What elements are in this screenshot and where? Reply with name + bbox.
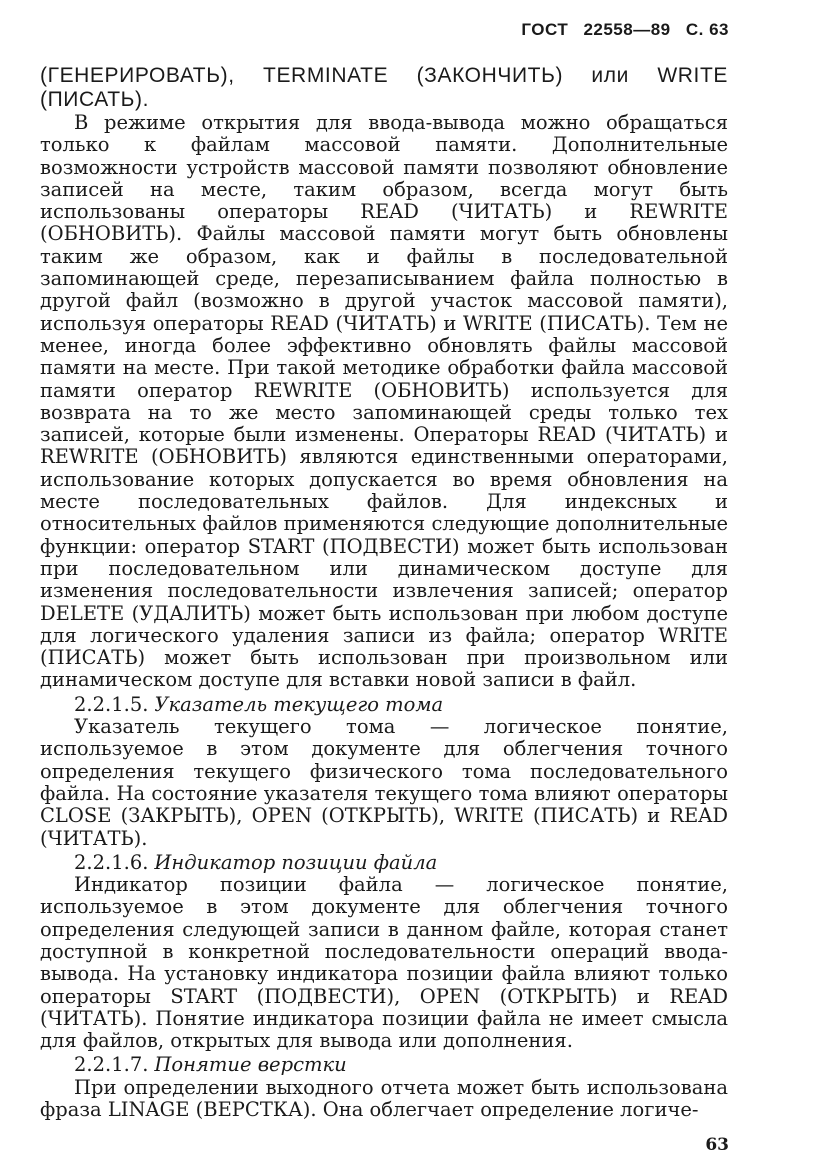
section-number: 2.2.1.6.	[74, 850, 149, 874]
page-header	[521, 20, 729, 40]
section-heading-2-2-1-5	[40, 694, 728, 716]
standard-label: ГОСТ	[521, 20, 569, 39]
section-number: 2.2.1.7.	[74, 1053, 149, 1077]
document-body	[40, 64, 728, 1121]
standard-number: 22558—89	[583, 20, 671, 39]
continued-paragraph: (ГЕНЕРИРОВАТЬ), TERMINATE (ЗАКОНЧИТЬ) или WRITE (ПИСАТЬ).	[40, 64, 728, 111]
paragraph-io-mode: В режиме открытия для ввода-вывода можно обращаться только к файлам массовой памяти. Дополнительные возможности устройств массовой памяти позволяют обновление записей на месте, таким образом, всегда могут быть использованы операторы READ (ЧИТАТЬ) и REWRITE (ОБНОВИТЬ). Файлы массовой памяти могут быть обновлены таким же образом, как и файлы в последовательной запоминающей среде, перезаписыванием файла полностью в другой файл (возможно в другой участок массовой памяти), используя операторы READ (ЧИТАТЬ) и WRITE (ПИСАТЬ). Тем не менее, иногда более эффективно обновлять файлы массовой памяти на месте. При такой методике обработки файла массовой памяти оператор REWRITE (ОБНОВИТЬ) используется для возврата на то же место запоминающей среды только тех записей, которые были изменены. Операторы READ (ЧИТАТЬ) и REWRITE (ОБНОВИТЬ) являются единственными операторами, использование которых допускается во время обновления на месте последовательных файлов. Для индексных и относительных файлов применяются следующие дополнительные функции: оператор START (ПОДВЕСТИ) может быть использован при последовательном или динамическом доступе для изменения последовательности извлечения записей; оператор DELETE (УДАЛИТЬ) может быть использован при любом доступе для логического удаления записи из файла; оператор WRITE (ПИСАТЬ) может быть использован при произвольном или динамическом доступе для вставки новой записи в файл.	[40, 111, 728, 692]
section-number: 2.2.1.5.	[74, 692, 149, 716]
section-title: Индикатор позиции файла	[154, 850, 438, 874]
paragraph-file-position: Индикатор позиции файла — логическое понятие, используемое в этом документе для облегчения точного определения следующей записи в данном файле, которая станет доступной в конкретной последовательности операций ввода-вывода. На установку индикатора позиции файла влияют только операторы START (ПОДВЕСТИ), OPEN (ОТКРЫТЬ) и READ (ЧИТАТЬ). Понятие индикатора позиции файла не имеет смысла для файлов, открытых для вывода или дополнения.	[40, 873, 728, 1053]
header-page-label: С. 63	[685, 20, 729, 39]
paragraph-linage: При определении выходного отчета может быть использована фраза LINAGE (ВЕРСТКА). Она облегчает определение логиче-	[40, 1075, 728, 1122]
section-heading-2-2-1-7	[40, 1054, 728, 1076]
page-number: 63	[705, 1135, 729, 1155]
section-heading-2-2-1-6	[40, 852, 728, 874]
paragraph-current-volume: Указатель текущего тома — логическое понятие, используемое в этом документе для облегчения точного определения текущего физического тома последовательного файла. На состояние указателя текущего тома влияют операторы CLOSE (ЗАКРЫТЬ), OPEN (ОТКРЫТЬ), WRITE (ПИСАТЬ) и READ (ЧИТАТЬ).	[40, 715, 728, 850]
section-title: Указатель текущего тома	[154, 692, 444, 716]
section-title: Понятие верстки	[154, 1053, 347, 1077]
